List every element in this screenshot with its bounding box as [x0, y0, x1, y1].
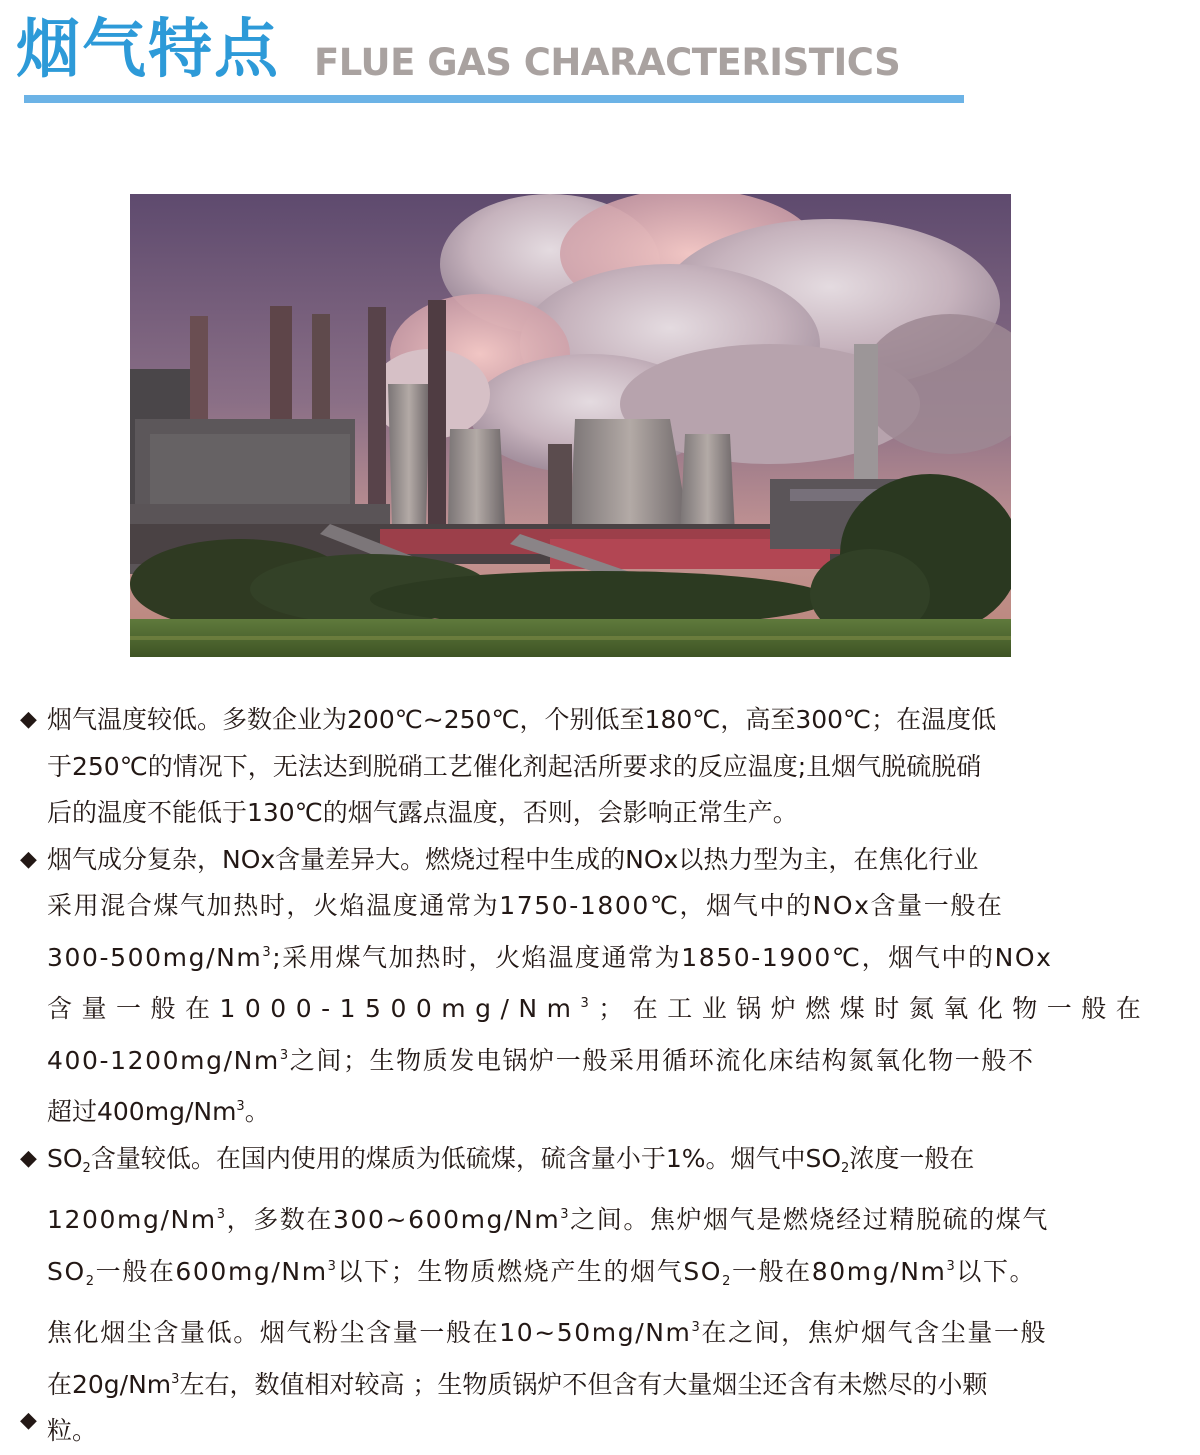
diamond-bullet-icon: ◆: [20, 846, 37, 872]
list-item: [20, 697, 1184, 837]
paragraph-line: 后的温度不能低于130℃的烟气露点温度，否则，会影响正常生产。: [47, 798, 798, 827]
paragraph-line: 300-500mg/Nm$^3$;采用煤气加热时，火焰温度通常为1850-1900℃，烟气中的NOx: [47, 942, 1053, 972]
paragraph-line: 采用混合煤气加热时，火焰温度通常为1750-1800℃，烟气中的NOx含量一般在: [47, 891, 1004, 920]
power-plant-photo: [130, 194, 1011, 657]
paragraph-line: 含量一般在1000-1500mg/Nm$^3$；在工业锅炉燃煤时氮氧化物一般在: [47, 994, 1151, 1023]
diamond-bullet-icon: ◆: [20, 1408, 37, 1433]
paragraph-line: 1200mg/Nm$^3$，多数在300~600mg/Nm$^3$之间。焦炉烟气是燃烧经过精脱硫的煤气: [47, 1205, 1049, 1234]
characteristics-list: [20, 697, 1184, 1455]
paragraph-line: 超过400mg/Nm$^3$。: [47, 1097, 270, 1126]
paragraph-line: $SO_2$一般在600mg/Nm$^3$以下；生物质燃烧产生的烟气$SO_2$一般在80mg/Nm$^3$以下。: [47, 1256, 1037, 1289]
diamond-bullet-icon: ◆: [20, 707, 37, 732]
paragraph-line: 焦化烟尘含量低。烟气粉尘含量一般在10~50mg/Nm$^3$在之间，焦炉烟气含尘量一般: [47, 1318, 1048, 1347]
section-subtitle-en: FLUE GAS CHARACTERISTICS: [314, 41, 901, 84]
paragraph-line: $SO_2$含量较低。在国内使用的煤质为低硫煤，硫含量小于1%。烟气中$SO_2$浓度一般在: [47, 1143, 975, 1176]
list-item: [20, 837, 1184, 1136]
list-item: [20, 1305, 1184, 1455]
paragraph-line: 烟气温度较低。多数企业为200℃~250℃，个别低至180℃，高至300℃；在温度低: [47, 705, 997, 734]
paragraph-line: 在20g/Nm$^3$左右，数值相对较高 ；生物质锅炉不但含有大量烟尘还含有未燃尽的小颗: [47, 1369, 988, 1399]
header-divider: [24, 95, 964, 103]
paragraph-line: 烟气成分复杂，NOx含量差异大。燃烧过程中生成的NOx以热力型为主，在焦化行业: [47, 844, 979, 874]
paragraph-line: 粒。: [47, 1416, 98, 1445]
list-item: [20, 1136, 1184, 1306]
paragraph-line: 400-1200mg/Nm$^3$之间；生物质发电锅炉一般采用循环流化床结构氮氧化物一般不: [47, 1045, 1035, 1075]
section-title: 烟气特点: [16, 13, 280, 87]
paragraph-line: 于250℃的情况下，无法达到脱硝工艺催化剂起活所要求的反应温度;且烟气脱硫脱硝: [47, 751, 982, 781]
diamond-bullet-icon: ◆: [20, 1145, 37, 1171]
